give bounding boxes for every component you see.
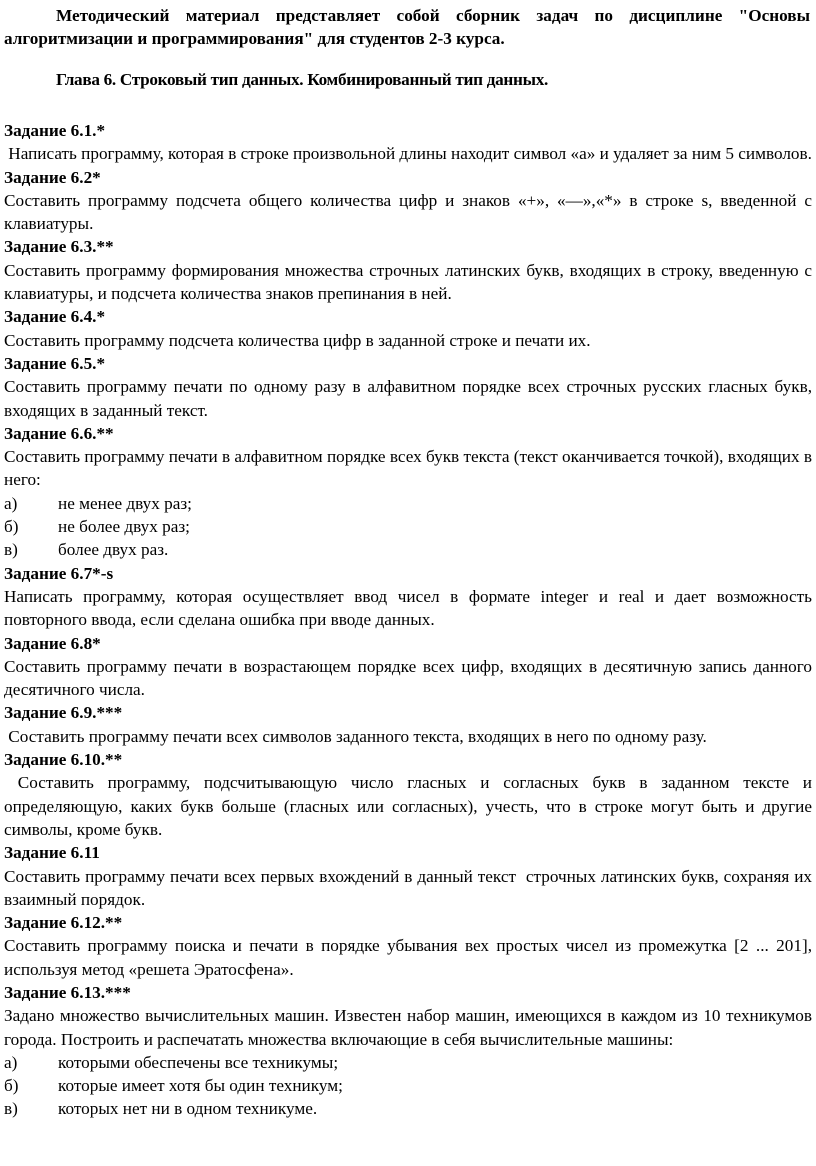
subitem-letter: в) — [4, 1099, 18, 1119]
task-text: Составить программу подсчета общего количества цифр и знаков «+», «—»,«*» в строке s, введенной с клавиатуры. — [4, 190, 816, 234]
task-block — [4, 841, 816, 911]
task-subitem — [4, 515, 812, 538]
task-title: Задание 6.10.** — [4, 750, 123, 770]
subitem-text: не более двух раз; — [58, 517, 190, 537]
task-title: Задание 6.7*-s — [4, 563, 114, 583]
task-text: Составить программу поиска и печати в порядке убывания вех простых чисел из промежутка [2 ... 201], используя метод «решета Эратосфена». — [4, 936, 816, 979]
task-text: Написать программу, которая в строке произвольной длины находит символ «a» и удаляет за ним 5 символов. — [4, 144, 812, 164]
task-block — [4, 352, 816, 422]
task-block — [4, 748, 816, 841]
task-block — [4, 632, 816, 702]
subitem-letter: а) — [4, 1052, 18, 1072]
task-title: Задание 6.5.* — [4, 353, 106, 373]
task-text: Задано множество вычислительных машин. Известен набор машин, имеющихся в каждом из 10 техникумов города. Построить и распечатать множества включающие в себя вычислительные машины: — [4, 1006, 816, 1049]
task-block — [4, 235, 816, 305]
task-block — [4, 422, 816, 562]
task-title: Задание 6.2* — [4, 167, 101, 187]
subitem-text: которых нет ни в одном техникуме. — [58, 1099, 318, 1119]
task-title: Задание 6.6.** — [4, 423, 114, 443]
task-title: Задание 6.3.** — [4, 237, 114, 257]
task-subitem — [4, 1074, 812, 1097]
subitem-letter: б) — [4, 1076, 19, 1096]
task-subitem — [4, 492, 812, 515]
task-text: Составить программу печати всех символов заданного текста, входящих в него по одному разу. — [4, 726, 707, 746]
task-block — [4, 562, 816, 632]
task-block — [4, 305, 812, 352]
task-text: Составить программу печати всех первых вхождений в данный текст строчных латинских букв, сохраняя их взаимный порядок. — [4, 866, 816, 909]
task-list — [4, 119, 816, 1121]
task-text: Составить программу, подсчитывающую число гласных и согласных букв в заданном тексте и определяющую, каких букв больше (гласных или согласных), учесть, что в строке могут быть и другие символы, кроме букв. — [4, 773, 816, 839]
task-block — [4, 119, 812, 166]
task-title: Задание 6.12.** — [4, 913, 123, 933]
task-title: Задание 6.1.* — [4, 121, 106, 140]
intro-paragraph: Методический материал представляет собой сборник задач по дисциплине "Основы алгоритмизации и программирования" для студентов 2-3 курса. — [4, 6, 810, 49]
task-subitem — [4, 1051, 812, 1074]
task-title: Задание 6.8* — [4, 633, 101, 653]
subitem-text: более двух раз. — [58, 540, 169, 560]
task-block — [4, 911, 816, 981]
task-title: Задание 6.4.* — [4, 307, 106, 327]
task-text: Составить программу печати в алфавитном порядке всех букв текста (текст оканчивается точкой), входящих в него: — [4, 447, 816, 490]
subitem-text: которые имеет хотя бы один техникум; — [58, 1076, 343, 1096]
task-title: Задание 6.11 — [4, 843, 100, 863]
task-text: Составить программу печати по одному разу в алфавитном порядке всех строчных русских гласных букв, входящих в заданный текст. — [4, 377, 816, 420]
subitem-letter: а) — [4, 493, 18, 513]
task-title: Задание 6.13.*** — [4, 982, 131, 1002]
task-title: Задание 6.9.*** — [4, 703, 123, 723]
task-subitem — [4, 538, 812, 561]
subitem-letter: б) — [4, 517, 19, 537]
task-text: Составить программу формирования множества строчных латинских букв, входящих в строку, введенную с клавиатуры, и подсчета количества знаков препинания в ней. — [4, 260, 816, 304]
subitem-text: не менее двух раз; — [58, 493, 192, 513]
subitem-text: которыми обеспечены все техникумы; — [58, 1052, 339, 1072]
task-block — [4, 166, 816, 236]
task-text: Составить программу печати в возрастающем порядке всех цифр, входящих в десятичную запись данного десятичного числа. — [4, 656, 816, 700]
chapter-heading: Глава 6. Строковый тип данных. Комбинированный тип данных. — [56, 70, 549, 89]
task-text: Составить программу подсчета количества цифр в заданной строке и печати их. — [4, 330, 591, 350]
task-block — [4, 701, 812, 748]
subitem-letter: в) — [4, 540, 18, 560]
task-text: Написать программу, которая осуществляет ввод чисел в формате integer и real и дает возможность повторного ввода, если сделана ошибка при вводе данных. — [4, 586, 816, 630]
task-block — [4, 981, 816, 1121]
task-subitem — [4, 1097, 812, 1120]
